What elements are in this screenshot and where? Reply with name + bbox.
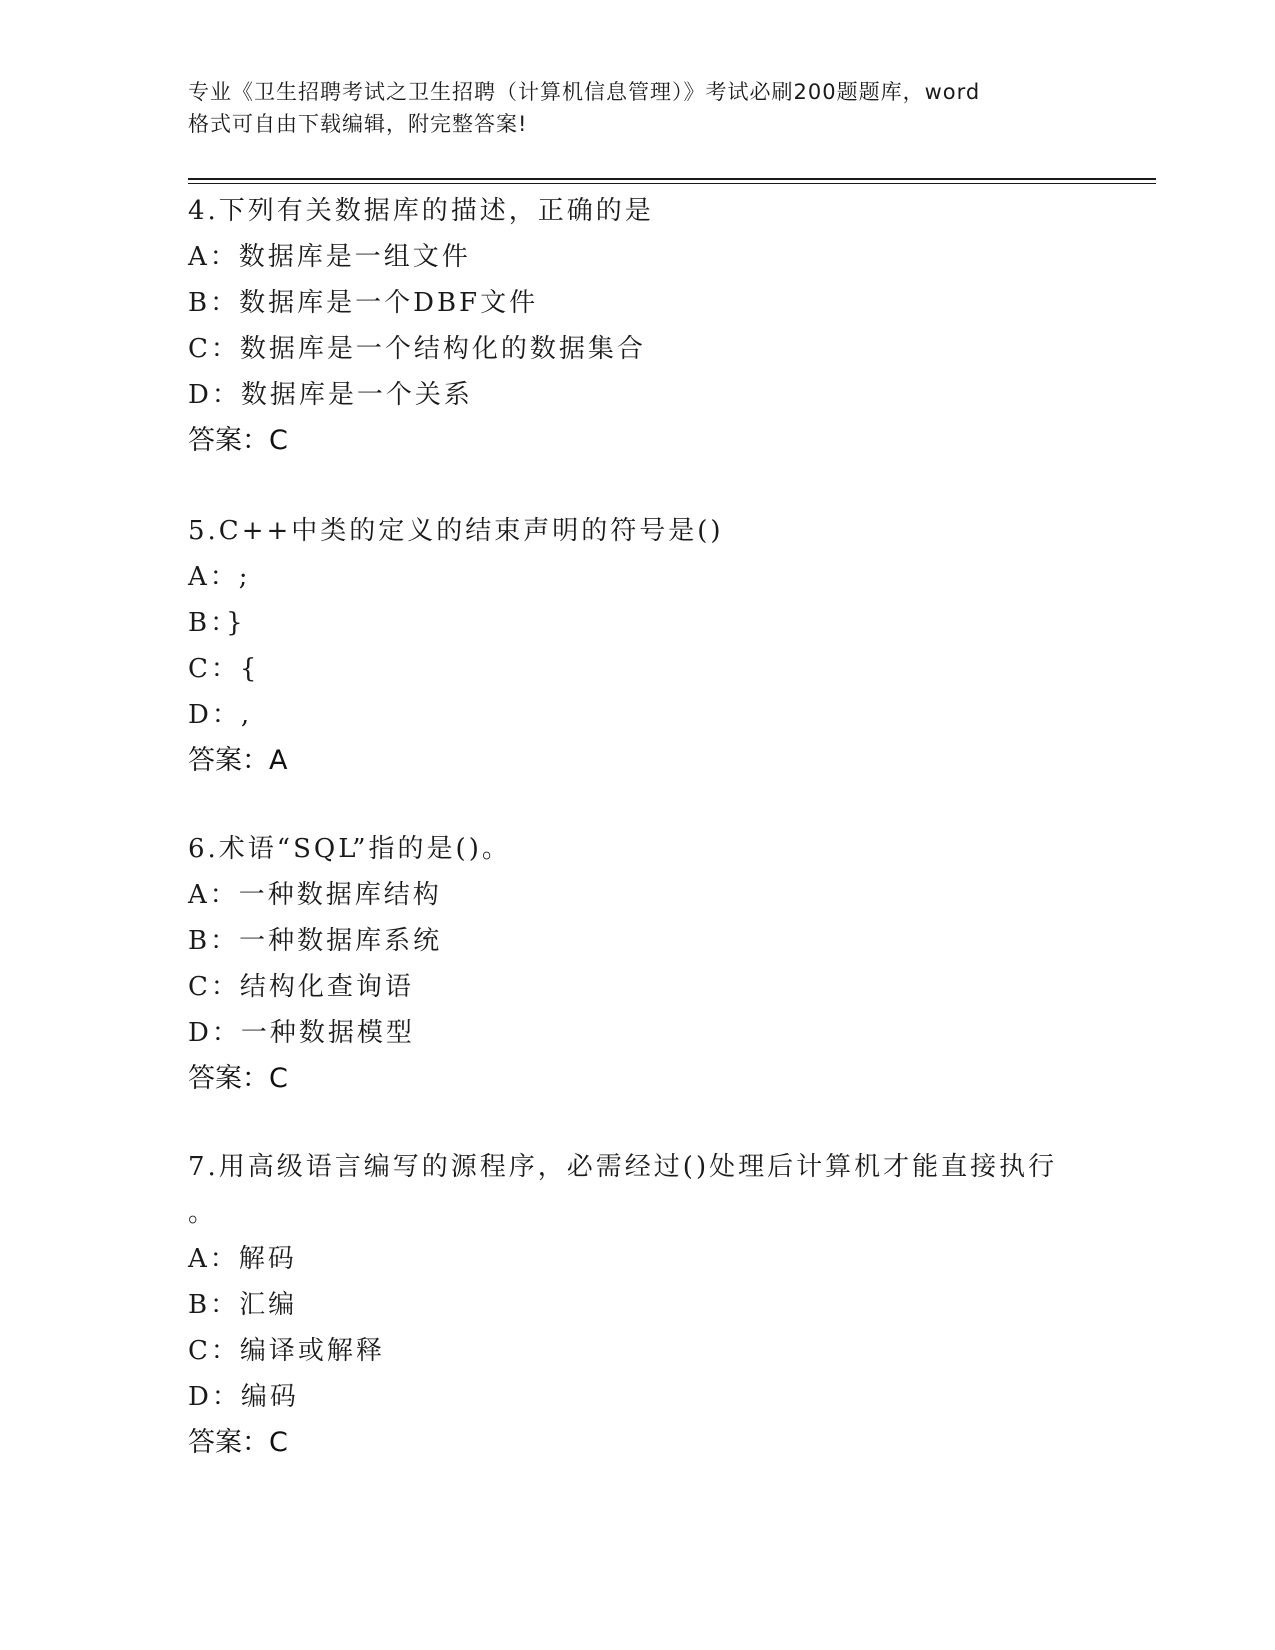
option-b: B：一种数据库系统 [188, 926, 443, 956]
answer-line: 答案：C [188, 425, 288, 456]
question-7 [188, 1144, 1108, 1466]
document-header [188, 76, 1088, 140]
option-c: C：结构化查询语 [188, 972, 414, 1002]
question-stem: 6.术语“SQL”指的是()。 [188, 834, 511, 864]
option-d: D：编码 [188, 1382, 299, 1412]
option-a: A：数据库是一组文件 [188, 242, 471, 272]
option-c: C：{ [188, 654, 260, 684]
option-d: D：, [188, 700, 253, 730]
option-a: A：解码 [188, 1244, 297, 1274]
answer-line: 答案：C [188, 1427, 288, 1458]
question-stem-continuation: 。 [188, 1198, 218, 1228]
header-rule-thick [188, 178, 1156, 180]
question-4 [188, 188, 1108, 464]
option-b: B：数据库是一个DBF文件 [188, 288, 539, 318]
option-d: D：数据库是一个关系 [188, 380, 473, 410]
option-b: B：} [188, 608, 246, 638]
question-stem: 4.下列有关数据库的描述，正确的是 [188, 196, 654, 226]
option-c: C：数据库是一个结构化的数据集合 [188, 334, 646, 364]
header-rule-thin [188, 183, 1156, 184]
option-c: C：编译或解释 [188, 1336, 385, 1366]
question-6 [188, 826, 1108, 1102]
question-stem: 7.用高级语言编写的源程序，必需经过()处理后计算机才能直接执行 [188, 1152, 1058, 1182]
question-5 [188, 508, 1108, 784]
option-a: A：; [188, 562, 251, 592]
header-line-2: 格式可自由下载编辑，附完整答案! [188, 112, 528, 136]
answer-line: 答案：C [188, 1063, 288, 1094]
answer-line: 答案：A [188, 745, 288, 776]
header-line-1: 专业《卫生招聘考试之卫生招聘（计算机信息管理）》考试必刷200题题库，word [188, 80, 981, 104]
question-stem: 5.C++中类的定义的结束声明的符号是() [188, 516, 724, 546]
option-a: A：一种数据库结构 [188, 880, 442, 910]
option-d: D：一种数据模型 [188, 1018, 415, 1048]
option-b: B：汇编 [188, 1290, 298, 1320]
